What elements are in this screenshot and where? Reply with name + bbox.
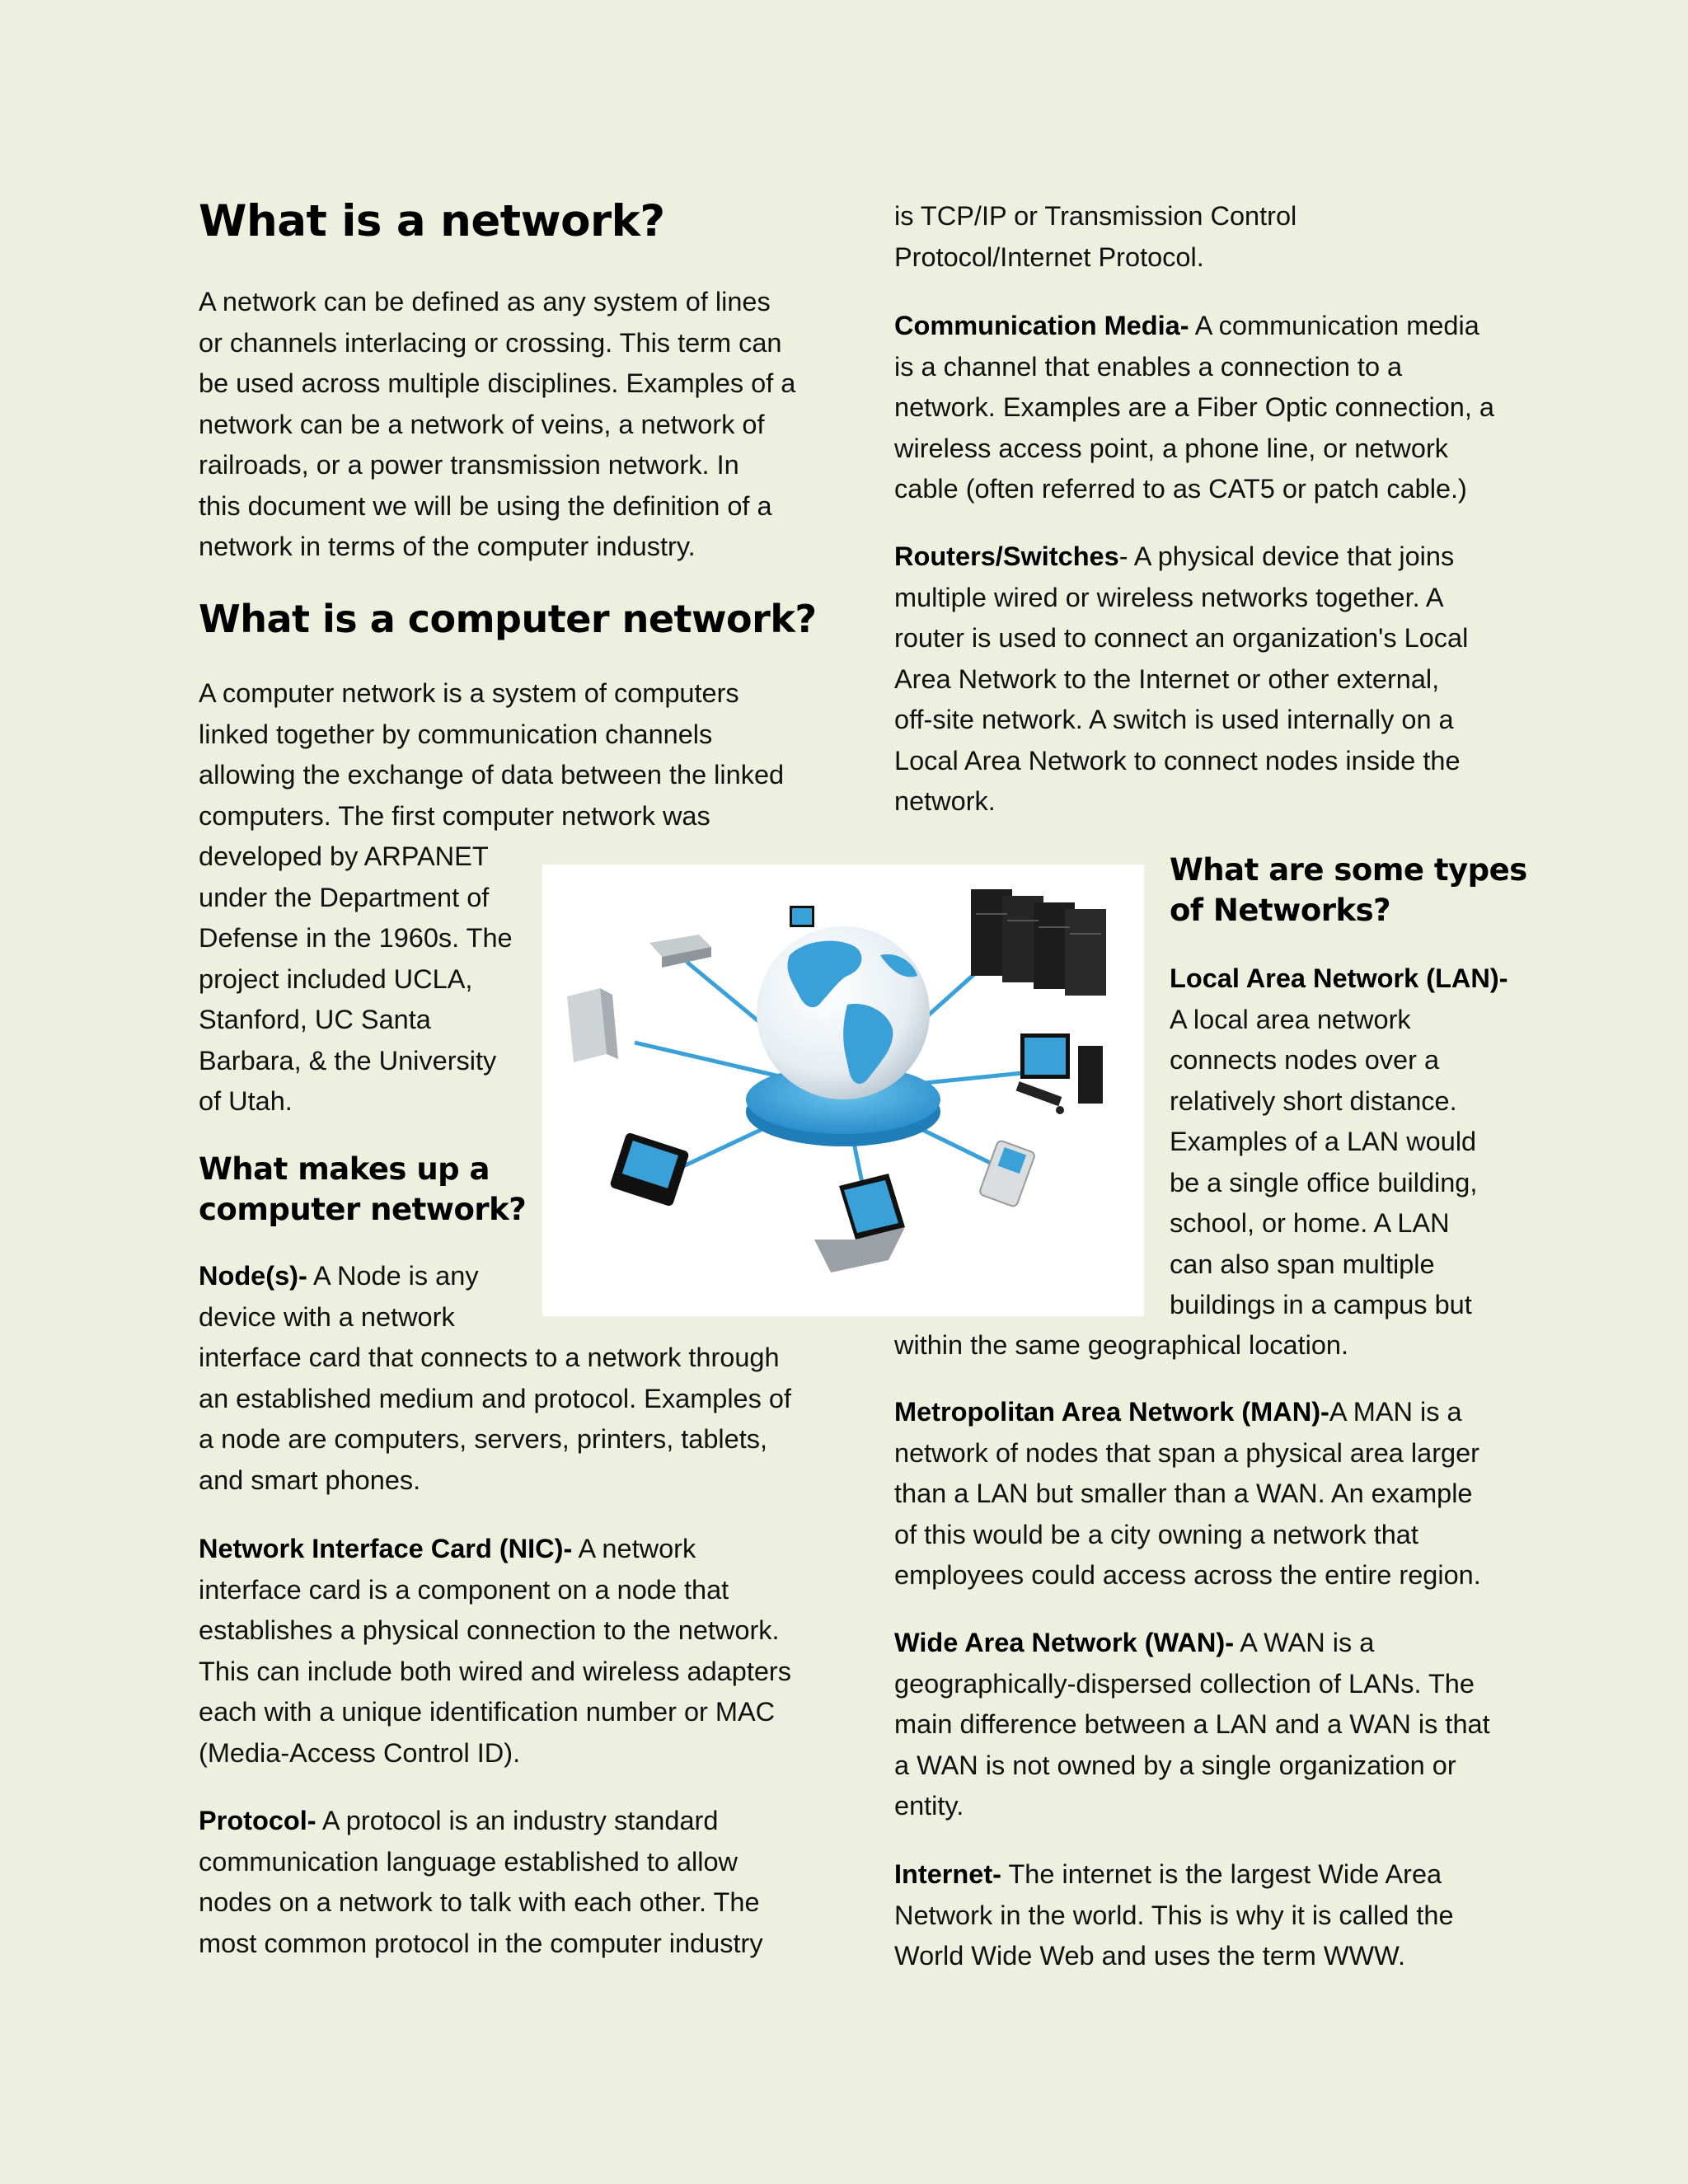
paragraph-network-definition: A network can be defined as any system of lines or channels interlacing or crossing. This term can be used across multiple disciplines. Examples of a network can be a network of veins, a network of railroads, or a power transmission network. In this document we will be using the definition of a network in terms of the computer industry.: [199, 287, 796, 561]
network-globe-illustration: [542, 865, 1144, 1316]
paragraph-protocol: Protocol- A protocol is an industry standard communication language established to allow nodes on a network to talk with each other. The most common protocol in the computer industry: [199, 1806, 763, 1958]
paragraph-node: Node(s)- A Node is any device with a network interface card that connects to a network through an established medium and protocol. Examples of a node are computers, servers, printers, tablets, and smart phones.: [199, 1261, 792, 1495]
term-communication-media: Communication Media-: [894, 311, 1189, 340]
paragraph-lan: Local Area Network (LAN)- A local area network connects nodes over a relatively short distance. Examples of a LAN would be a single office building, school, or home. A LAN can also span multiple buildings in a campus but: [1170, 963, 1508, 1319]
paragraph-routers-switches: Routers/Switches- A physical device that joins multiple wired or wireless networks together. A router is used to connect an organization's Local Area Network to the Internet or other external, off-site network. A switch is used internally on a Local Area Network to connect nodes inside the network.: [894, 541, 1469, 816]
paragraph-man: Metropolitan Area Network (MAN)-A MAN is a network of nodes that span a physical area larger than a LAN but smaller than a WAN. An example of this would be a city owning a network that employees could access across the entire region.: [894, 1397, 1481, 1590]
paragraph-computer-network-definition: A computer network is a system of computers linked together by communication channels allowing the exchange of data between the linked computers. The first computer network was developed by ARPANET under the Department of Defense in the 1960s. The project included UCLA, Stanford, UC Santa Barbara, & the University of Utah.: [199, 678, 785, 1116]
term-man: Metropolitan Area Network (MAN)-: [894, 1397, 1329, 1427]
tower-computer-icon: [567, 988, 618, 1062]
tablet-icon: [609, 1132, 690, 1207]
term-routers-switches: Routers/Switches: [894, 541, 1119, 571]
heading-what-is-network: What is a network?: [199, 196, 665, 246]
laptop-icon: [814, 1174, 905, 1272]
server-rack-icon: [971, 889, 1106, 996]
monitor-icon: [790, 906, 814, 927]
paragraph-lan-continued: within the same geographical location.: [894, 1330, 1349, 1360]
paragraph-protocol-continued: is TCP/IP or Transmission Control Protocol/Internet Protocol.: [894, 201, 1297, 272]
term-wan: Wide Area Network (WAN)-: [894, 1628, 1235, 1657]
heading-what-makes-up: What makes up a computer network?: [199, 1151, 527, 1227]
paragraph-internet: Internet- The internet is the largest Wide Area Network in the world. This is why it is called the World Wide Web and uses the term WWW.: [894, 1859, 1454, 1971]
heading-types-of-networks: What are some types of Networks?: [1170, 852, 1527, 928]
heading-what-is-computer-network: What is a computer network?: [199, 597, 817, 641]
paragraph-nic: Network Interface Card (NIC)- A network interface card is a component on a node that establishes a physical connection to the network. This can include both wired and wireless adapters each with a unique identification number or MAC (Media-Access Control ID).: [199, 1534, 791, 1768]
network-globe-icon: [542, 865, 1144, 1316]
term-node: Node(s)-: [199, 1261, 307, 1291]
term-protocol: Protocol-: [199, 1806, 316, 1835]
term-nic: Network Interface Card (NIC)-: [199, 1534, 573, 1563]
phone-icon: [978, 1140, 1035, 1207]
router-icon: [649, 935, 711, 968]
desktop-computer-icon: [1016, 1033, 1103, 1114]
term-internet: Internet-: [894, 1859, 1001, 1889]
term-lan: Local Area Network (LAN)-: [1170, 963, 1508, 993]
paragraph-communication-media: Communication Media- A communication media is a channel that enables a connection to a network. Examples are a Fiber Optic connection, a wireless access point, a phone line, or network cable (often referred to as CAT5 or patch cable.): [894, 311, 1494, 504]
globe-icon: [757, 926, 930, 1099]
paragraph-wan: Wide Area Network (WAN)- A WAN is a geographically-dispersed collection of LANs. The main difference between a LAN and a WAN is that a WAN is not owned by a single organization or entity.: [894, 1628, 1490, 1821]
